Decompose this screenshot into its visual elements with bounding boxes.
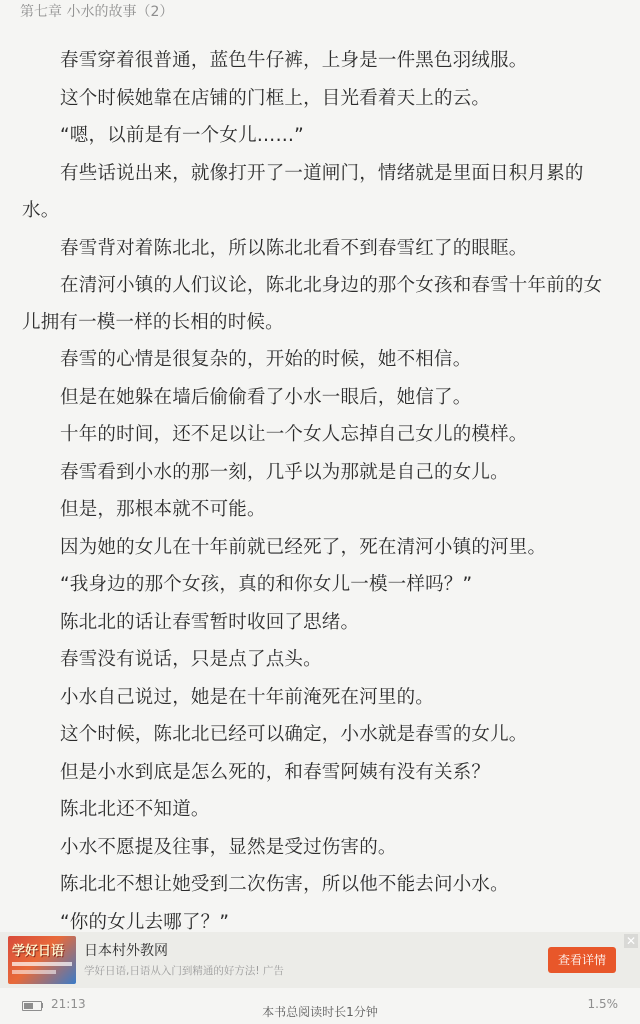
- paragraph: 在清河小镇的人们议论，陈北北身边的那个女孩和春雪十年前的女儿拥有一模一样的长相的时候。: [22, 275, 603, 333]
- ad-description: 学好日语,日语从入门到精通的好方法! 广告: [84, 965, 284, 977]
- reading-duration: 本书总阅读时长1分钟: [262, 1005, 378, 1019]
- ad-close-icon[interactable]: ✕: [625, 934, 637, 948]
- ad-thumbnail-decoration: [12, 970, 56, 974]
- paragraph: 陈北北的话让春雪暂时收回了思绪。: [60, 611, 360, 633]
- paragraph: 春雪穿着很普通，蓝色牛仔裤，上身是一件黑色羽绒服。: [60, 50, 528, 71]
- clock: 21:13: [51, 997, 86, 1011]
- paragraph: 有些话说出来，就像打开了一道闸门，情绪就是里面日积月累的水。: [22, 162, 584, 221]
- paragraph: 小水不愿提及往事，显然是受过伤害的。: [60, 836, 397, 858]
- paragraph: 春雪没有说话，只是点了点头。: [60, 649, 322, 670]
- paragraph: 春雪看到小水的那一刻，几乎以为那就是自己的女儿。: [60, 461, 509, 483]
- paragraph: 这个时候她靠在店铺的门框上，目光看着天上的云。: [60, 87, 491, 109]
- chapter-title: 第七章 小水的故事（2）: [20, 4, 174, 20]
- ad-title[interactable]: 日本村外教网: [84, 943, 168, 959]
- reading-content: [22, 42, 620, 941]
- paragraph: 陈北北不想让她受到二次伤害，所以他不能去问小水。: [60, 874, 509, 895]
- paragraph: 但是小水到底是怎么死的，和春雪阿姨有没有关系？: [60, 761, 491, 783]
- reading-progress: 1.5%: [587, 997, 618, 1011]
- paragraph: 小水自己说过，她是在十年前淹死在河里的。: [60, 686, 435, 708]
- paragraph: “你的女儿去哪了？”: [60, 911, 230, 933]
- ad-thumbnail[interactable]: [8, 936, 76, 984]
- ad-details-button[interactable]: 查看详情: [548, 947, 616, 973]
- paragraph: “我身边的那个女孩，真的和你女儿一模一样吗？”: [60, 574, 473, 595]
- paragraph: “嗯，以前是有一个女儿……”: [60, 125, 304, 146]
- paragraph: 因为她的女儿在十年前就已经死了，死在清河小镇的河里。: [60, 536, 547, 558]
- paragraph: 陈北北还不知道。: [60, 799, 210, 820]
- paragraph: 春雪的心情是很复杂的，开始的时候，她不相信。: [60, 349, 472, 370]
- paragraph: 春雪背对着陈北北，所以陈北北看不到春雪红了的眼眶。: [60, 237, 528, 259]
- paragraph: 十年的时间，还不足以让一个女人忘掉自己女儿的模样。: [60, 424, 528, 445]
- ad-thumbnail-decoration: [12, 962, 72, 966]
- ad-thumbnail-text: 学好日语: [12, 944, 65, 959]
- paragraph: 但是，那根本就不可能。: [60, 499, 266, 520]
- paragraph: 但是在她躲在墙后偷偷看了小水一眼后，她信了。: [60, 386, 472, 408]
- ad-banner[interactable]: [0, 932, 640, 988]
- status-footer: [0, 994, 640, 1024]
- paragraph: 这个时候，陈北北已经可以确定，小水就是春雪的女儿。: [60, 724, 528, 745]
